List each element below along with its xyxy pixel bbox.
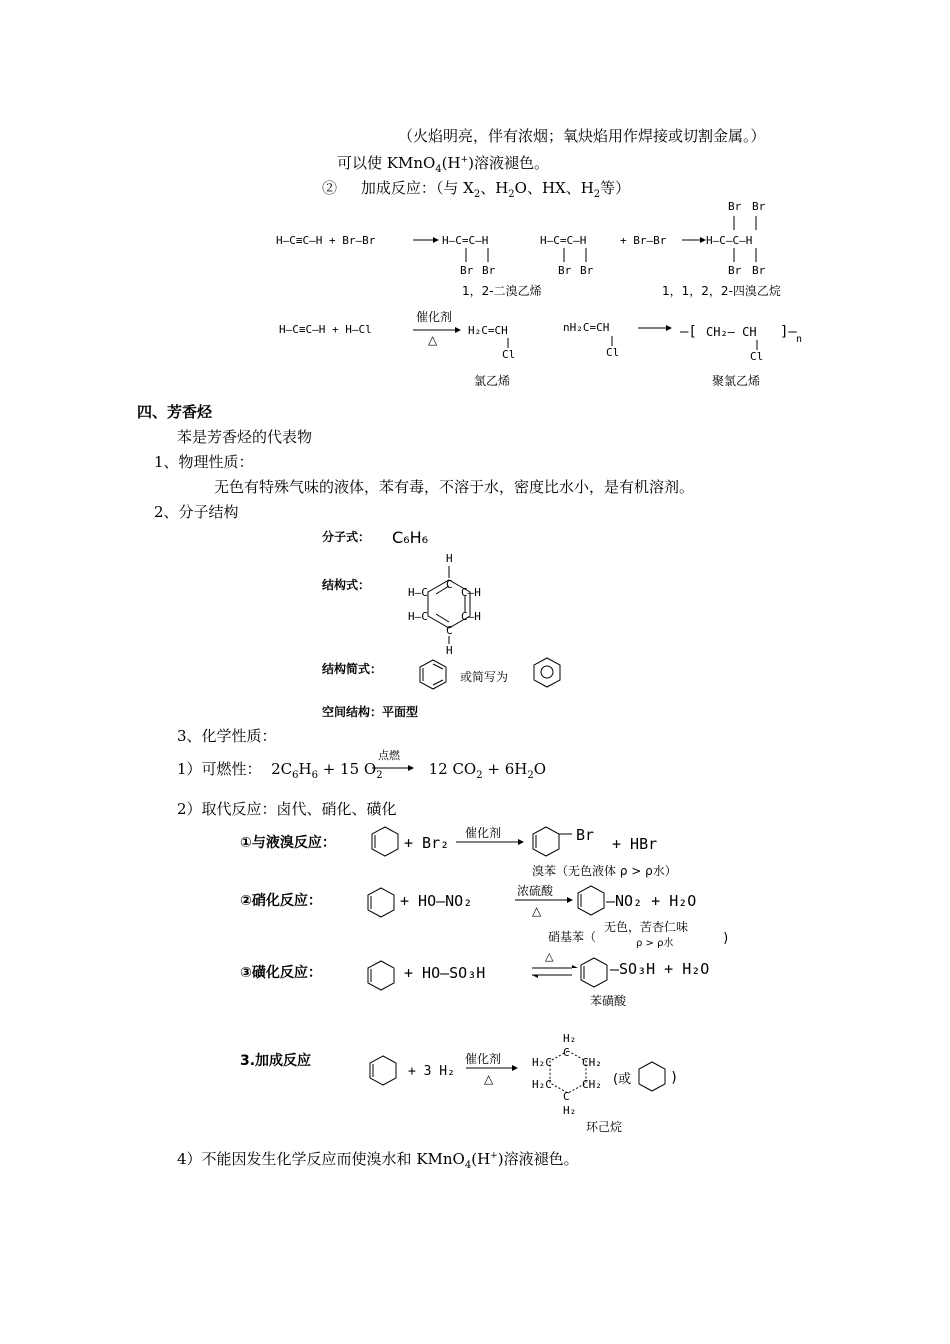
svg-text:CH₂— CH: CH₂— CH	[706, 325, 757, 339]
svg-text:H—C=C—H: H—C=C—H	[442, 234, 489, 247]
svg-text:H—C: H—C	[408, 610, 428, 623]
delta-label-1: △	[428, 333, 438, 347]
svg-text:H₂C=CH: H₂C=CH	[468, 324, 508, 337]
chem-title: 3、化学性质：	[177, 727, 277, 745]
svg-text:+ HO—SO₃H: + HO—SO₃H	[404, 964, 486, 982]
intro-text: 苯是芳香烃的代表物	[177, 428, 313, 446]
svg-text:C—H: C—H	[461, 610, 481, 623]
svg-text:n: n	[796, 334, 803, 345]
svg-text:Br: Br	[752, 200, 766, 213]
svg-text:+ Br₂: + Br₂	[404, 834, 450, 852]
svg-text:Br: Br	[580, 264, 594, 277]
svg-text:—[: —[	[680, 324, 697, 340]
kmno4-line: 可以使 KMnO$_4$(H+)溶液褪色。	[337, 154, 550, 175]
mol-formula: C₆H₆	[392, 528, 429, 547]
svg-text:C: C	[446, 624, 453, 637]
svg-text:Br: Br	[460, 264, 474, 277]
delta-label-4: △	[484, 1072, 494, 1086]
svg-text:Cl: Cl	[750, 350, 764, 363]
svg-text:Br: Br	[752, 264, 766, 277]
svg-text:C: C	[563, 1090, 570, 1103]
svg-text:Br: Br	[576, 826, 595, 844]
svg-text:C: C	[563, 1046, 570, 1059]
svg-text:—SO₃H + H₂O: —SO₃H + H₂O	[610, 960, 710, 978]
svg-text:+ HBr: + HBr	[612, 835, 658, 853]
catalyst-label-3: 催化剂	[465, 1052, 502, 1066]
label-dibromoethene: 1，2-二溴乙烯	[462, 284, 542, 298]
r2-note-c: ρ > ρ水	[636, 938, 674, 949]
phys-title: 1、物理性质：	[154, 453, 254, 471]
struct-formula-label: 结构式：	[322, 578, 371, 592]
spatial-label: 空间结构：平面型	[322, 705, 419, 719]
svg-text:Br: Br	[728, 200, 742, 213]
svg-text:C: C	[446, 578, 453, 591]
flame-note: （火焰明亮，伴有浓烟；氧炔焰用作焊接或切割金属。）	[398, 127, 766, 145]
svg-text:Br: Br	[728, 264, 742, 277]
svg-text:H₂C: H₂C	[532, 1056, 552, 1069]
svg-text:]—: ]—	[780, 324, 797, 340]
svg-text:H—C≡C—H + Br—Br: H—C≡C—H + Br—Br	[276, 234, 376, 247]
r3-product-label: 苯磺酸	[590, 994, 627, 1008]
phys-text: 无色有特殊气味的液体，苯有毒，不溶于水，密度比水小，是有机溶剂。	[214, 478, 695, 496]
svg-text:H₂: H₂	[563, 1032, 577, 1045]
delta-label-2: △	[532, 904, 542, 918]
section-heading: 四、芳香烃	[137, 403, 213, 421]
svg-text:+ Br—Br: + Br—Br	[620, 234, 667, 247]
substitution-title: 2）取代反应：卤代、硝化、磺化	[177, 800, 397, 818]
conc-h2so4-label: 浓硫酸	[517, 884, 554, 898]
r2-label: ②硝化反应：	[240, 893, 322, 909]
ignite-label: 点燃	[378, 749, 400, 762]
svg-text:+ HO—NO₂: + HO—NO₂	[400, 892, 473, 910]
cyclohexane-label: 环己烷	[586, 1120, 623, 1134]
svg-text:Cl: Cl	[502, 348, 516, 361]
svg-text:H₂: H₂	[563, 1104, 577, 1117]
svg-text:nH₂C=CH: nH₂C=CH	[563, 321, 610, 334]
addition-label: 3.加成反应	[240, 1053, 312, 1069]
label-vinyl-chloride: 氯乙烯	[474, 374, 511, 388]
svg-text:CH₂: CH₂	[582, 1078, 602, 1091]
or-word: (或	[613, 1072, 632, 1087]
r2-note-b: 无色，苦杏仁味	[604, 920, 689, 934]
svg-text:): )	[670, 1070, 679, 1086]
svg-text:Cl: Cl	[606, 346, 620, 359]
r1-product-note: 溴苯（无色液体 ρ > ρ水）	[532, 864, 677, 878]
addition-line: ② 加成反应：（与 $X_2$、$H_2O$、HX、$H_2$等）	[322, 179, 631, 200]
svg-text:CH₂: CH₂	[582, 1056, 602, 1069]
r1-label: ①与液溴反应：	[240, 835, 336, 851]
svg-text:C—H: C—H	[461, 586, 481, 599]
or-short-label: 或简写为	[460, 670, 509, 684]
label-tetrabromoethane: 1，1，2，2-四溴乙烷	[662, 284, 781, 298]
catalyst-label-1: 催化剂	[416, 310, 453, 324]
delta-label-3: △	[545, 950, 554, 963]
svg-text:H—C—C—H: H—C—C—H	[706, 234, 753, 247]
svg-text:H₂C: H₂C	[532, 1078, 552, 1091]
combustion-line: 1）可燃性： $2C_6H_6 + 15$ $O_2$ 12 $CO_2 + 6H_2O$	[177, 760, 547, 781]
svg-text:—NO₂ + H₂O: —NO₂ + H₂O	[606, 892, 697, 910]
mol-formula-label: 分子式：	[322, 530, 371, 544]
r3-label: ③磺化反应：	[240, 965, 322, 981]
svg-text:Br: Br	[558, 264, 572, 277]
svg-text:H—C=C—H: H—C=C—H	[540, 234, 587, 247]
label-pvc: 聚氯乙烯	[712, 374, 761, 388]
svg-text:Br: Br	[482, 264, 496, 277]
svg-text:H—C≡C—H + H—Cl: H—C≡C—H + H—Cl	[279, 323, 372, 336]
svg-text:+ 3 H₂: + 3 H₂	[408, 1064, 455, 1079]
simple-formula-label: 结构简式：	[322, 662, 383, 676]
struct-title: 2、分子结构	[154, 503, 239, 521]
last-line: 4）不能因发生化学反应而使溴水和 KMnO$_4$(H+)溶液褪色。	[177, 1150, 579, 1171]
svg-text:): )	[722, 931, 730, 946]
svg-text:H—C: H—C	[408, 586, 428, 599]
svg-text:H: H	[446, 552, 453, 565]
catalyst-label-2: 催化剂	[465, 826, 502, 840]
r2-note-a: 硝基苯（	[548, 930, 597, 944]
svg-text:H: H	[446, 644, 453, 657]
